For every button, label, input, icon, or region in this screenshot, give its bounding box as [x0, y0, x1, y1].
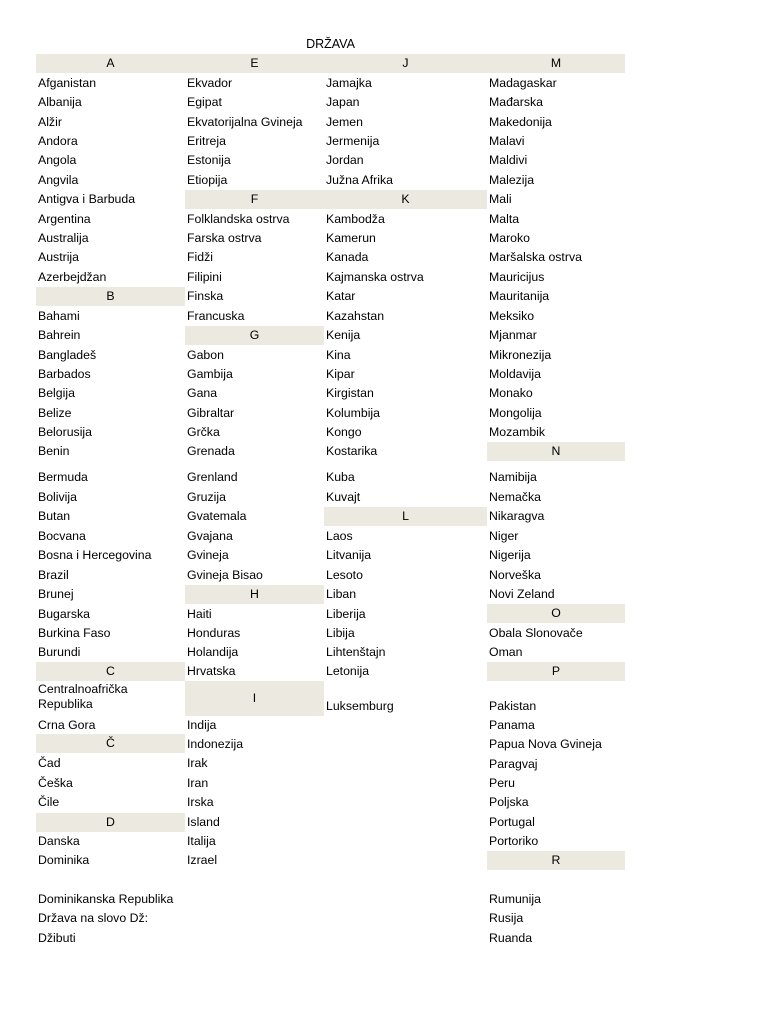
country-name: Nemačka: [489, 490, 541, 504]
country-name: Mađarska: [489, 95, 543, 109]
country-name: Bermuda: [38, 470, 88, 484]
country-name: Peru: [489, 776, 515, 790]
country-name: Jamajka: [326, 76, 372, 90]
country-name: Burundi: [38, 645, 81, 659]
country-name: Mauricijus: [489, 270, 545, 284]
country-name: Belize: [38, 406, 72, 420]
country-name: Letonija: [326, 664, 370, 678]
section-header-j: J: [324, 54, 487, 73]
country-name: Filipini: [187, 270, 222, 284]
country-name: Bangladeš: [38, 348, 97, 362]
country-name: Gvineja: [187, 548, 229, 562]
country-name: Luksemburg: [326, 699, 394, 713]
country-name: Kirgistan: [326, 386, 374, 400]
section-header-c: C: [36, 662, 185, 681]
country-name: Ekvador: [187, 76, 233, 90]
country-name: Haiti: [187, 607, 212, 621]
country-name: Poljska: [489, 795, 529, 809]
country-name: Kazahstan: [326, 309, 385, 323]
section-header-b: B: [36, 287, 185, 306]
country-name: Kanada: [326, 250, 369, 264]
country-name: Jordan: [326, 153, 364, 167]
country-name: Indija: [187, 718, 217, 732]
country-name: Bosna i Hercegovina: [38, 548, 152, 562]
country-name: Malezija: [489, 173, 535, 187]
country-name: Papua Nova Gvineja: [489, 737, 602, 751]
country-name: Alžir: [38, 115, 62, 129]
country-name: Grčka: [187, 425, 220, 439]
country-name: Novi Zeland: [489, 587, 555, 601]
section-header-e: E: [185, 54, 324, 73]
country-name: Kuba: [326, 470, 355, 484]
country-name: Fidži: [187, 250, 213, 264]
country-name: Belgija: [38, 386, 75, 400]
country-name: Eritreja: [187, 134, 226, 148]
country-name: Finska: [187, 289, 224, 303]
country-name: Egipat: [187, 95, 222, 109]
country-name: Džibuti: [38, 931, 76, 945]
country-name: Island: [187, 815, 220, 829]
section-header-h: H: [185, 585, 324, 604]
country-name: Barbados: [38, 367, 91, 381]
country-name: Mjanmar: [489, 328, 537, 342]
country-name: Gruzija: [187, 490, 226, 504]
country-name: Ekvatorijalna Gvineja: [187, 115, 303, 129]
country-name: Liban: [326, 587, 357, 601]
country-name: Irak: [187, 756, 208, 770]
country-name: Kuvajt: [326, 490, 361, 504]
country-name: Izrael: [187, 853, 218, 867]
country-name: Japan: [326, 95, 360, 109]
country-name: Indonezija: [187, 737, 244, 751]
country-name: Panama: [489, 718, 535, 732]
country-name: Bolivija: [38, 490, 77, 504]
country-name: Južna Afrika: [326, 173, 393, 187]
country-name: Brunej: [38, 587, 74, 601]
country-name: Portugal: [489, 815, 535, 829]
country-name: Gvineja Bisao: [187, 568, 263, 582]
country-name: Angvila: [38, 173, 79, 187]
country-name: Pakistan: [489, 699, 537, 713]
country-name: Liberija: [326, 607, 366, 621]
country-name: Meksiko: [489, 309, 535, 323]
country-name: Bugarska: [38, 607, 90, 621]
country-name: Paragvaj: [489, 757, 538, 771]
country-name: Crna Gora: [38, 718, 96, 732]
country-name: Libija: [326, 626, 355, 640]
country-name: Niger: [489, 529, 519, 543]
country-name: Mauritanija: [489, 289, 550, 303]
country-name: Laos: [326, 529, 353, 543]
country-name: Katar: [326, 289, 356, 303]
country-name: Lihtenštajn: [326, 645, 386, 659]
country-name: Kolumbija: [326, 406, 380, 420]
country-name: Monako: [489, 386, 533, 400]
country-name: Kenija: [326, 328, 361, 342]
country-name: Moldavija: [489, 367, 541, 381]
country-name: Nikaragva: [489, 509, 545, 523]
country-name: Dominika: [38, 853, 90, 867]
country-name: Kostarika: [326, 444, 378, 458]
country-name: Madagaskar: [489, 76, 557, 90]
country-name: Gambija: [187, 367, 233, 381]
country-name: Antigva i Barbuda: [38, 192, 136, 206]
country-name: Čad: [38, 756, 61, 770]
section-header-o: O: [487, 604, 625, 623]
country-name: Nigerija: [489, 548, 531, 562]
country-name: Maroko: [489, 231, 531, 245]
country-name: Irska: [187, 795, 214, 809]
country-name: Angola: [38, 153, 77, 167]
section-header-m: M: [487, 54, 625, 73]
section-header-f: F: [185, 190, 324, 209]
country-name: Čile: [38, 795, 60, 809]
country-name: Jemen: [326, 115, 363, 129]
section-header-l: L: [324, 507, 487, 526]
country-name: Ruanda: [489, 931, 533, 945]
country-name: Dominikanska Republika: [38, 892, 174, 906]
section-header-r: R: [487, 851, 625, 870]
country-name: Centralnoafrička Republika: [38, 682, 128, 711]
country-name: Folklandska ostrva: [187, 212, 290, 226]
country-name: Francuska: [187, 309, 245, 323]
country-name: Mozambik: [489, 425, 546, 439]
country-name: Gibraltar: [187, 406, 235, 420]
country-name: Hrvatska: [187, 664, 236, 678]
country-name: Burkina Faso: [38, 626, 111, 640]
country-name: Gvatemala: [187, 509, 247, 523]
country-name: Grenada: [187, 444, 235, 458]
country-name: Rumunija: [489, 892, 541, 906]
country-name: Kipar: [326, 367, 355, 381]
country-name: Maršalska ostrva: [489, 250, 582, 264]
country-name: Gabon: [187, 348, 224, 362]
country-name: Mikronezija: [489, 348, 552, 362]
country-name: Argentina: [38, 212, 91, 226]
country-name: Litvanija: [326, 548, 372, 562]
country-name: Etiopija: [187, 173, 228, 187]
country-name: Jermenija: [326, 134, 380, 148]
section-header-i: I: [185, 681, 324, 716]
country-name: Gana: [187, 386, 218, 400]
page-title: DRŽAVA: [306, 37, 355, 51]
country-name: Butan: [38, 509, 71, 523]
country-name: Mongolija: [489, 406, 542, 420]
country-name: Gvajana: [187, 529, 233, 543]
country-name: Kina: [326, 348, 351, 362]
country-name: Afganistan: [38, 76, 97, 90]
country-name: Namibija: [489, 470, 537, 484]
country-name: Portoriko: [489, 834, 539, 848]
country-name: Malavi: [489, 134, 525, 148]
country-name: Benin: [38, 444, 70, 458]
country-name: Oman: [489, 645, 523, 659]
country-name: Kambodža: [326, 212, 385, 226]
country-name: Brazil: [38, 568, 69, 582]
country-name: Rusija: [489, 911, 524, 925]
country-name: Iran: [187, 776, 209, 790]
country-name: Andora: [38, 134, 78, 148]
country-name: Danska: [38, 834, 80, 848]
country-name: Mali: [489, 192, 512, 206]
country-name: Bocvana: [38, 529, 86, 543]
country-name: Kongo: [326, 425, 362, 439]
country-name: Norveška: [489, 568, 541, 582]
country-name: Albanija: [38, 95, 82, 109]
country-name: Kajmanska ostrva: [326, 270, 424, 284]
section-header-d: D: [36, 813, 185, 832]
country-name: Italija: [187, 834, 216, 848]
country-name: Obala Slonovače: [489, 626, 583, 640]
section-header-p: P: [487, 662, 625, 681]
section-header-a: A: [36, 54, 185, 73]
country-name: Država na slovo Dž:: [38, 911, 149, 925]
country-name: Maldivi: [489, 153, 528, 167]
country-name: Austrija: [38, 250, 80, 264]
country-name: Azerbejdžan: [38, 270, 107, 284]
country-name: Češka: [38, 776, 73, 790]
country-name: Australija: [38, 231, 89, 245]
country-name: Grenland: [187, 470, 238, 484]
country-name: Kamerun: [326, 231, 376, 245]
country-name: Bahrein: [38, 328, 81, 342]
country-name: Estonija: [187, 153, 231, 167]
section-header-k: K: [324, 190, 487, 209]
section-header-č: Č: [36, 734, 185, 753]
section-header-n: N: [487, 442, 625, 461]
country-name: Farska ostrva: [187, 231, 262, 245]
section-header-g: G: [185, 326, 324, 345]
country-name: Belorusija: [38, 425, 92, 439]
country-name: Makedonija: [489, 115, 552, 129]
country-name: Holandija: [187, 645, 239, 659]
country-name: Lesoto: [326, 568, 363, 582]
country-name: Honduras: [187, 626, 241, 640]
country-name: Bahami: [38, 309, 80, 323]
country-name: Malta: [489, 212, 520, 226]
